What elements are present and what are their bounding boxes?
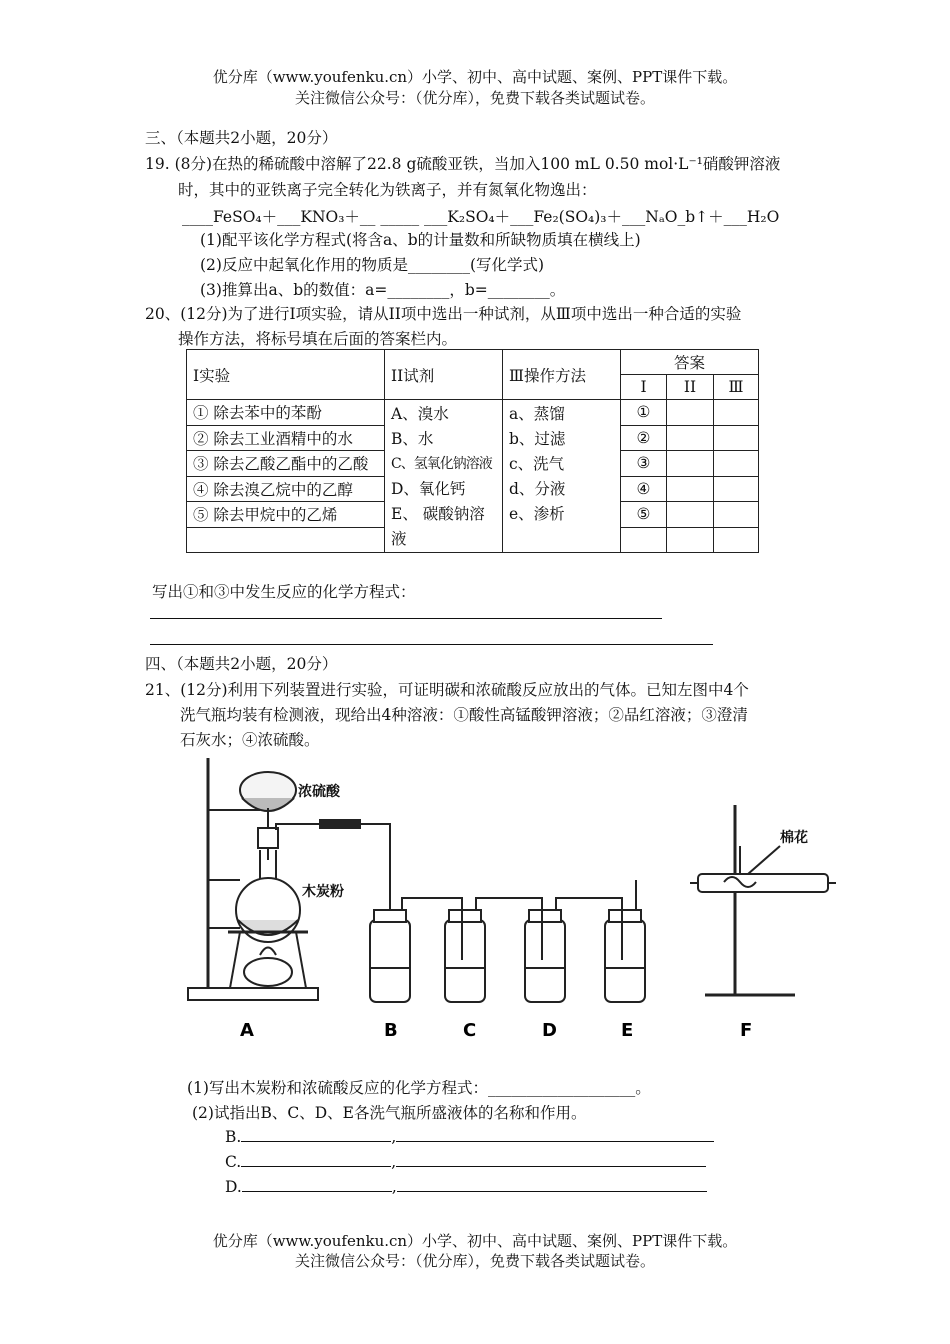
apparatus-label-f: F — [740, 1020, 753, 1041]
q21-sub-1: (1)写出木炭粉和浓硫酸反应的化学方程式：___________________。 — [187, 1079, 651, 1097]
answer-blank[interactable] — [667, 425, 714, 451]
answer-line[interactable] — [150, 618, 662, 619]
col-answer-header: 答案 — [621, 350, 759, 375]
answer-mark-4: ④ — [621, 476, 667, 502]
reagent-list — [385, 400, 503, 553]
ans-sub-1: I — [621, 375, 667, 400]
header-line-1: 优分库（www.youfenku.cn）小学、初中、高中试题、案例、PPT课件下载。 — [212, 68, 738, 86]
col-method-header: Ⅲ操作方法 — [503, 350, 621, 400]
experiment-5: ⑤ 除去甲烷中的乙烯 — [187, 502, 385, 528]
q19-sub-3: (3)推算出a、b的数值：a=________，b=________。 — [200, 281, 566, 299]
apparatus-diagram — [180, 750, 840, 1050]
drying-tube — [698, 874, 828, 892]
answer-row-label: D. — [225, 1178, 242, 1196]
experiment-4: ④ 除去溴乙烷中的乙醇 — [187, 476, 385, 502]
answer-blank[interactable] — [714, 400, 759, 426]
apparatus-label-b: B — [384, 1020, 398, 1041]
experiment-2: ② 除去工业酒精中的水 — [187, 425, 385, 451]
q19-line-1: 19. (8分)在热的稀硫酸中溶解了22.8 g硫酸亚铁，当加入100 mL 0.50 mol·L⁻¹硝酸钾溶液 — [145, 155, 781, 173]
burner — [244, 958, 292, 986]
header-line-2: 关注微信公众号：（优分库），免费下载各类试题试卷。 — [294, 89, 655, 107]
bottle-c — [445, 910, 485, 1002]
stopper — [258, 828, 278, 848]
apparatus-label-a: A — [240, 1020, 254, 1041]
q21-line-1: 21、(12分)利用下列装置进行实验，可证明碳和浓硫酸反应放出的气体。已知左图中4个 — [145, 681, 749, 699]
experiment-3: ③ 除去乙酸乙酯中的乙酸 — [187, 451, 385, 477]
blank-purpose[interactable] — [396, 1127, 714, 1142]
empty-cell — [714, 527, 759, 553]
answer-blank[interactable] — [667, 476, 714, 502]
answer-row-c: C. , — [225, 1152, 706, 1171]
q19-sub-2: (2)反应中起氧化作用的物质是________(写化学式) — [200, 256, 545, 274]
answer-blank[interactable] — [667, 451, 714, 477]
answer-row-label: C. — [225, 1153, 242, 1171]
blank-purpose[interactable] — [397, 1177, 707, 1192]
col-reagent-header: II试剂 — [385, 350, 503, 400]
answer-mark-3: ③ — [621, 451, 667, 477]
answer-mark-1: ① — [621, 400, 667, 426]
reagent-e-cont: 液 — [391, 530, 407, 548]
blank-purpose[interactable] — [396, 1152, 706, 1167]
apparatus-label-e: E — [621, 1020, 634, 1041]
ans-sub-2: II — [667, 375, 714, 400]
ans-sub-3: Ⅲ — [714, 375, 759, 400]
empty-cell — [667, 527, 714, 553]
answer-row-b: B. , — [225, 1127, 714, 1146]
answer-blank[interactable] — [667, 502, 714, 528]
answer-blank[interactable] — [714, 476, 759, 502]
reagent-c: C、氢氧化钠溶液 — [391, 456, 492, 472]
blank-name[interactable] — [241, 1127, 391, 1142]
label-cotton: 棉花 — [780, 830, 808, 846]
answer-row-label: B. — [225, 1128, 242, 1146]
section3-title: 三、（本题共2小题，20分） — [145, 129, 338, 147]
method-b: b、过滤 — [509, 430, 566, 448]
q19-sub-1: (1)配平该化学方程式(将含a、b的计量数和所缺物质填在横线上) — [200, 231, 641, 249]
method-a: a、蒸馏 — [509, 405, 565, 423]
method-e: e、渗析 — [509, 505, 565, 523]
bottle-e — [605, 910, 645, 1002]
answer-blank[interactable] — [714, 425, 759, 451]
label-charcoal: 木炭粉 — [302, 884, 344, 900]
col-experiment-header: I实验 — [187, 350, 385, 400]
answer-line[interactable] — [150, 644, 713, 645]
blank-name[interactable] — [242, 1177, 392, 1192]
answer-blank[interactable] — [667, 400, 714, 426]
empty-cell — [621, 527, 667, 553]
q20-line-2: 操作方法，将标号填在后面的答案栏内。 — [178, 330, 458, 348]
answer-mark-2: ② — [621, 425, 667, 451]
bottle-d — [525, 910, 565, 1002]
flame — [260, 948, 276, 956]
reagent-b: B、水 — [391, 430, 434, 448]
bottle-b — [370, 910, 410, 1002]
footer-line-2: 关注微信公众号：（优分库），免费下载各类试题试卷。 — [294, 1252, 655, 1270]
apparatus-label-c: C — [463, 1020, 477, 1041]
label-acid: 浓硫酸 — [298, 784, 340, 800]
q20-line-1: 20、(12分)为了进行I项实验，请从II项中选出一种试剂，从Ⅲ项中选出一种合适的实验 — [145, 305, 742, 323]
q21-line-2: 洗气瓶均装有检测液，现给出4种溶液：①酸性高锰酸钾溶液；②品红溶液；③澄清 — [180, 706, 748, 724]
section4-title: 四、（本题共2小题，20分） — [145, 655, 338, 673]
answer-row-d: D. , — [225, 1177, 707, 1196]
footer-line-1: 优分库（www.youfenku.cn）小学、初中、高中试题、案例、PPT课件下载。 — [212, 1232, 738, 1250]
answer-blank[interactable] — [714, 502, 759, 528]
answer-blank[interactable] — [714, 451, 759, 477]
q21-line-3: 石灰水；④浓硫酸。 — [180, 731, 320, 749]
answer-mark-5: ⑤ — [621, 502, 667, 528]
q19-line-2: 时，其中的亚铁离子完全转化为铁离子，并有氮氧化物逸出： — [178, 181, 597, 199]
reagent-a: A、溴水 — [391, 405, 449, 423]
empty-cell — [187, 527, 385, 553]
q19-equation: ____FeSO₄＋___KNO₃＋__ _____ ___K₂SO₄＋___Fe₂(SO₄)₃＋___NₐO_b↑＋___H₂O — [182, 208, 780, 226]
reagent-e: E、 碳酸钠溶 — [391, 505, 485, 523]
q20-write-prompt: 写出①和③中发生反应的化学方程式： — [152, 583, 416, 601]
blank-name[interactable] — [241, 1152, 391, 1167]
stand-base-a — [188, 988, 318, 1000]
experiment-1: ① 除去苯中的苯酚 — [187, 400, 385, 426]
method-c: c、洗气 — [509, 455, 565, 473]
q20-table — [186, 349, 759, 553]
apparatus-label-d: D — [542, 1020, 557, 1041]
method-list — [503, 400, 621, 553]
method-d: d、分液 — [509, 480, 566, 498]
reagent-d: D、氧化钙 — [391, 480, 466, 498]
q21-sub-2: (2)试指出B、C、D、E各洗气瓶所盛液体的名称和作用。 — [192, 1104, 587, 1122]
